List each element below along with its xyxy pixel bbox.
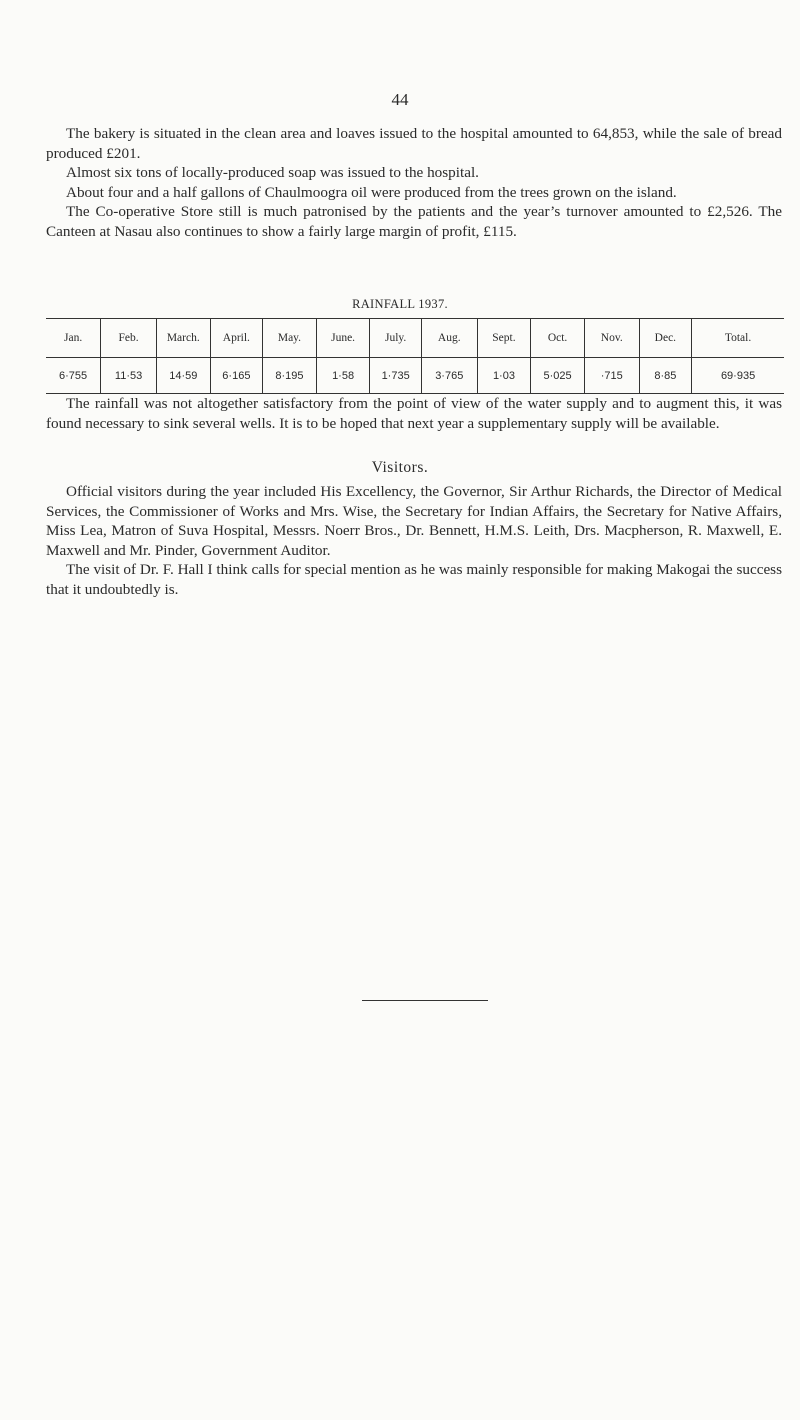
value-cell: 8·195 xyxy=(263,358,317,394)
rainfall-table xyxy=(46,318,784,394)
paragraph-bakery: The bakery is situated in the clean area and loaves issued to the hospital amounted to 64,853, while the sale of bread produced £201. xyxy=(46,125,782,162)
header-cell: July. xyxy=(370,319,421,358)
paragraph-rainfall-comment: The rainfall was not altogether satisfactory from the point of view of the water supply and to augment this, it was found necessary to sink several wells. It is to be hoped that next year a supplementary supply will be available. xyxy=(46,395,782,432)
value-cell: 6·165 xyxy=(210,358,263,394)
header-cell: Total. xyxy=(692,319,784,358)
value-cell: 1·735 xyxy=(370,358,421,394)
header-cell: Oct. xyxy=(531,319,585,358)
value-cell: 14·59 xyxy=(156,358,210,394)
paragraph-store: The Co-operative Store still is much patronised by the patients and the year’s turnover amounted to £2,526. The Canteen at Nasau also continues to show a fairly large margin of profit, £115. xyxy=(46,203,782,240)
value-cell: 1·03 xyxy=(477,358,531,394)
page-number: 44 xyxy=(391,90,409,109)
section-divider xyxy=(362,1000,488,1001)
header-cell: May. xyxy=(263,319,317,358)
value-cell: 3·765 xyxy=(421,358,477,394)
paragraph-official-visitors: Official visitors during the year included His Excellency, the Governor, Sir Arthur Richards, the Director of Medical Services, the Commissioner of Works and Mrs. Wise, the Secretary for Indian Affairs, the Secretary for Native Affairs, Miss Lea, Matron of Suva Hospital, Messrs. Noerr Bros., Dr. Bennett, H.M.S. Leith, Drs. Macpherson, R. Maxwell, E. Maxwell and Mr. Pinder, Government Auditor. xyxy=(46,483,782,559)
rainfall-comment-section xyxy=(46,394,782,433)
header-cell: Nov. xyxy=(584,319,639,358)
rainfall-table-title: RAINFALL 1937. xyxy=(352,297,448,311)
header-cell: Aug. xyxy=(421,319,477,358)
paragraph-soap: Almost six tons of locally-produced soap was issued to the hospital. xyxy=(66,164,479,181)
value-cell: 8·85 xyxy=(639,358,692,394)
visitors-heading: Visitors. xyxy=(371,459,429,476)
header-cell: Sept. xyxy=(477,319,531,358)
value-cell: 11·53 xyxy=(101,358,157,394)
rainfall-value-row xyxy=(46,358,784,394)
intro-section xyxy=(46,124,782,241)
header-cell: Feb. xyxy=(101,319,157,358)
value-cell: 1·58 xyxy=(316,358,370,394)
header-cell: June. xyxy=(316,319,370,358)
paragraph-dr-hall: The visit of Dr. F. Hall I think calls for special mention as he was mainly responsible for making Makogai the success that it undoubtedly is. xyxy=(46,561,782,598)
header-cell: Jan. xyxy=(63,332,83,344)
value-cell-total: 69·935 xyxy=(692,358,784,394)
header-cell: March. xyxy=(156,319,210,358)
header-cell: Dec. xyxy=(639,319,692,358)
rainfall-header-row xyxy=(46,319,784,358)
header-cell: April. xyxy=(210,319,263,358)
visitors-section xyxy=(46,482,782,599)
value-cell: 5·025 xyxy=(531,358,585,394)
value-cell: 6·755 xyxy=(59,369,88,382)
value-cell: ·715 xyxy=(584,358,639,394)
paragraph-oil: About four and a half gallons of Chaulmoogra oil were produced from the trees grown on the island. xyxy=(66,183,677,201)
